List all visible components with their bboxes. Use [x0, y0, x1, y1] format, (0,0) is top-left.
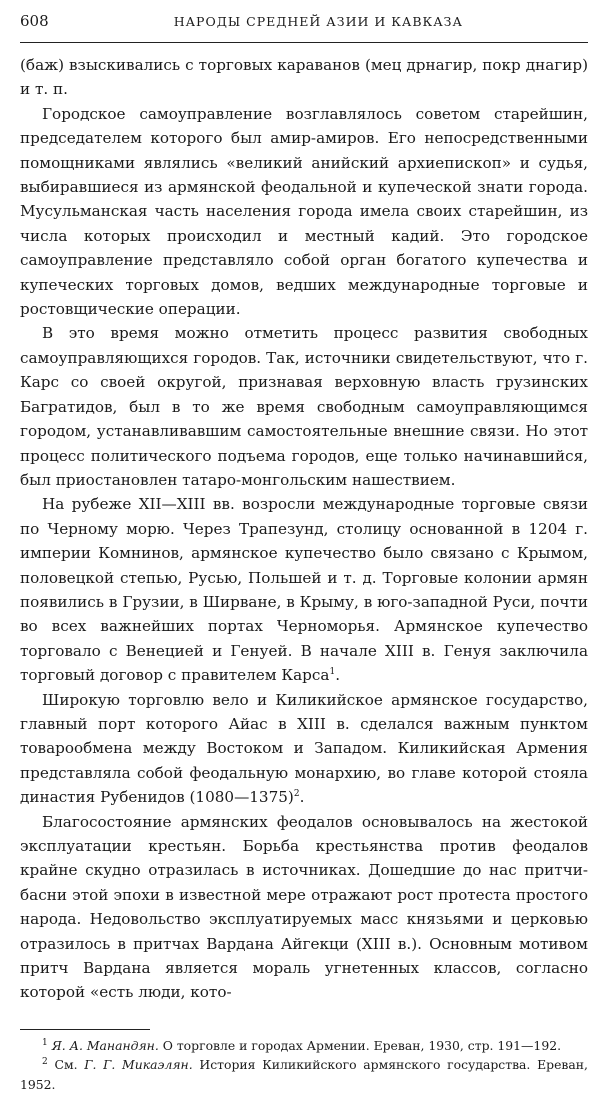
footnote-prefix: См.: [54, 1057, 78, 1073]
page-number: 608: [20, 12, 49, 30]
footnotes: [20, 1036, 588, 1094]
footnote-author: Я. А. Манандян.: [51, 1037, 159, 1053]
footnote: [20, 1036, 588, 1056]
footnote-text: О торговле и городах Армении. Ереван, 1930, стр. 191—192.: [162, 1037, 562, 1053]
footnote-author: Г. Г. Микаэлян.: [84, 1057, 193, 1073]
running-title: НАРОДЫ СРЕДНЕЙ АЗИИ И КАВКАЗА: [173, 14, 463, 29]
footnote-reference: 2: [293, 789, 300, 800]
footnote: [20, 1055, 588, 1094]
footnote-rule: [20, 1029, 150, 1030]
paragraph: Благосостояние армянских феодалов основывалось на жестокой эксплуатации крестьян. Борьба крестьянства против феодалов крайне скудно отразилась в источниках. Дошедшие до нас притчи-басни этой эпохи в известной мере отражают рост протеста простого народа. Недовольство эксплуатируемых масс князьями и церковью отразилось в притчах Вардана Айгекци (XIII в.). Основным мотивом притч Вардана является мораль угнетенных классов, согласно которой «есть люди, кото-: [20, 812, 588, 1002]
footnote-text: История Киликийского армянского государства. Ереван, 1952.: [20, 1057, 588, 1092]
body-text: [20, 53, 588, 1005]
page-header: [20, 12, 588, 38]
footnote-marker: 2: [42, 1057, 48, 1068]
footnote-reference: 1: [329, 667, 336, 678]
paragraph: Городское самоуправление возглавлялось советом старейшин, председателем которого был амир-амиров. Его непосредственными помощниками являлись «великий анийский архиепископ» и судья, выбиравшиеся из армянской феодальной и купеческой знати города. Мусульманская часть населения города имела своих старейшин, из числа которых происходил и местный кадий. Это городское самоуправление представляло собой орган богатого купечества и купеческих торговых домов, ведших международные торговые и ростовщические операции.: [20, 104, 588, 319]
header-rule: [20, 42, 588, 43]
paragraph: На рубеже XII—XIII вв. возросли международные торговые связи по Черному морю. Через Трапезунд, столицу основанной в 1204 г. империи Комнинов, армянское купечество было связано с Крымом, половецкой степью, Русью, Польшей и т. д. Торговые колонии армян появились в Грузии, в Ширване, в Крыму, в юго-западной Руси, почти во всех важнейших портах Черноморья. Армянское купечество торговало с Венецией и Генуей. В начале XIII в. Генуя заключила торговый договор с правителем Карса$^1$.: [20, 495, 588, 685]
paragraph: Широкую торговлю вело и Киликийское армянское государство, главный порт которого Айас в XIII в. сделался важным пунктом товарообмена между Востоком и Западом. Киликийская Армения представляла собой феодальную монархию, во главе которой стояла династия Рубенидов (1080—1375)$^2$.: [20, 690, 588, 807]
paragraph: В это время можно отметить процесс развития свободных самоуправляющихся городов. Так, источники свидетельствуют, что г. Карс со своей округой, признавая верховную власть грузинских Багратидов, был в то же время свободным самоуправляющимся городом, устанавливавшим самостоятельные внешние связи. Но этот процесс политического подъема городов, еще только начинавшийся, был приостановлен татаро-монгольским нашествием.: [20, 324, 588, 489]
book-page: [20, 12, 588, 1094]
footnote-marker: 1: [42, 1037, 48, 1048]
paragraph: (баж) взыскивались с торговых караванов (мец дрнагир, покр днагир) и т. п.: [20, 56, 588, 99]
